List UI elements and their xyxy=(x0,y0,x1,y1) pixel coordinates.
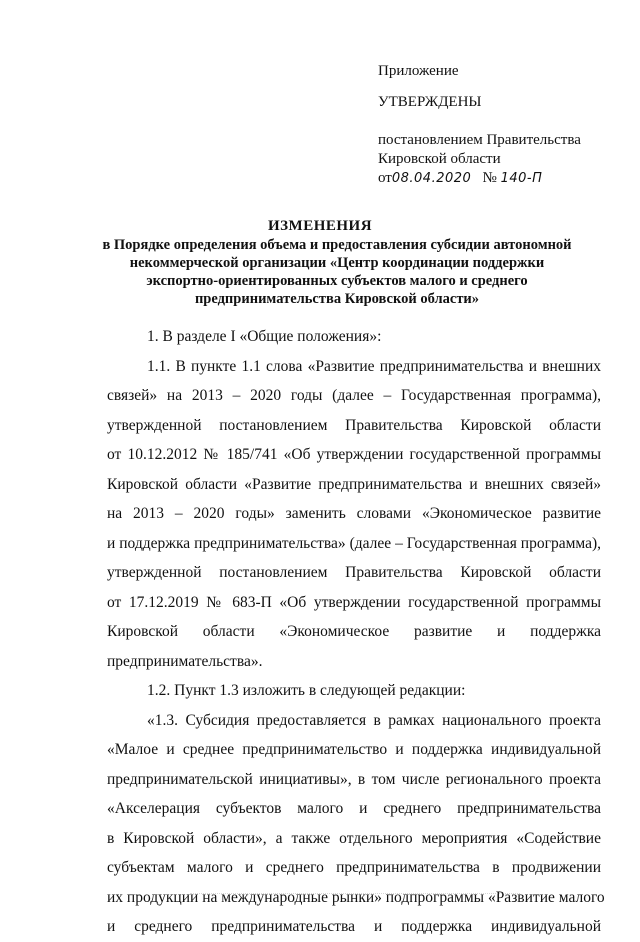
number-prefix: № xyxy=(482,170,497,186)
body-line: 1.2. Пункт 1.3 изложить в следующей редакции: xyxy=(147,682,466,699)
date-prefix: от xyxy=(378,170,392,186)
body-line: связей» на 2013 – 2020 годы (далее – Государственная программа), xyxy=(107,387,601,404)
body-line: утвержденной постановлением Правительства Кировской области xyxy=(107,416,601,434)
body-line: предпринимательской инициативы», в том числе регионального проекта xyxy=(107,770,601,788)
body-line: их продукции на международные рынки» подпрограммы «Развитие малого xyxy=(107,888,605,906)
handwritten-number: 140-П xyxy=(500,171,543,186)
body-line: от 10.12.2012 № 185/741 «Об утверждении государственной программы xyxy=(107,446,601,463)
body-line: от 17.12.2019 № 683-П «Об утверждении государственной программы xyxy=(107,593,601,611)
body-line: Кировской области «Экономическое развитие и поддержка xyxy=(107,623,601,640)
body-line: в Кировской области», а также отдельного мероприятия «Содействие xyxy=(107,829,601,847)
appendix-label: Приложение xyxy=(378,63,459,79)
title-heading: ИЗМЕНЕНИЯ xyxy=(267,218,373,234)
body-line: и среднего предпринимательства и поддержка индивидуальной xyxy=(107,918,601,935)
body-line: утвержденной постановлением Правительства Кировской области xyxy=(107,564,601,581)
body-line: 1.1. В пункте 1.1 слова «Развитие предпринимательства и внешних xyxy=(147,357,601,375)
title-line: предпринимательства Кировской области» xyxy=(194,291,480,307)
title-line: экспортно-ориентированных субъектов малого и среднего xyxy=(146,273,528,289)
body-line: предпринимательства». xyxy=(107,652,263,670)
document-title xyxy=(0,217,640,308)
date-number-line xyxy=(378,169,581,188)
approved-label: УТВЕРЖДЕНЫ xyxy=(378,94,482,110)
title-line: в Порядке определения объема и предоставления субсидии автономной xyxy=(102,237,572,253)
body-line: 1. В разделе I «Общие положения»: xyxy=(147,328,382,345)
body-line: субъектам малого и среднего предпринимательства в продвижении xyxy=(107,859,601,876)
approval-stamp xyxy=(378,62,581,188)
document-body xyxy=(107,322,605,942)
body-line: «1.3. Субсидия предоставляется в рамках национального проекта xyxy=(147,711,601,729)
title-line: некоммерческой организации «Центр координации поддержки xyxy=(129,255,545,271)
body-line: «Малое и среднее предпринимательство и поддержка индивидуальной xyxy=(107,741,601,758)
body-line: «Акселерация субъектов малого и среднего предпринимательства xyxy=(107,800,601,817)
body-line: и поддержка предпринимательства» (далее – Государственная программа), xyxy=(107,534,601,552)
page-cutoff-divider xyxy=(190,893,520,898)
body-line: Кировской области «Развитие предпринимательства и внешних связей» xyxy=(107,475,601,493)
approved-by-line-1: постановлением Правительства xyxy=(378,132,581,148)
approved-by-line-2: Кировской области xyxy=(378,151,501,167)
handwritten-date: 08.04.2020 xyxy=(391,171,472,186)
body-line: на 2013 – 2020 годы» заменить словами «Экономическое развитие xyxy=(107,505,601,522)
